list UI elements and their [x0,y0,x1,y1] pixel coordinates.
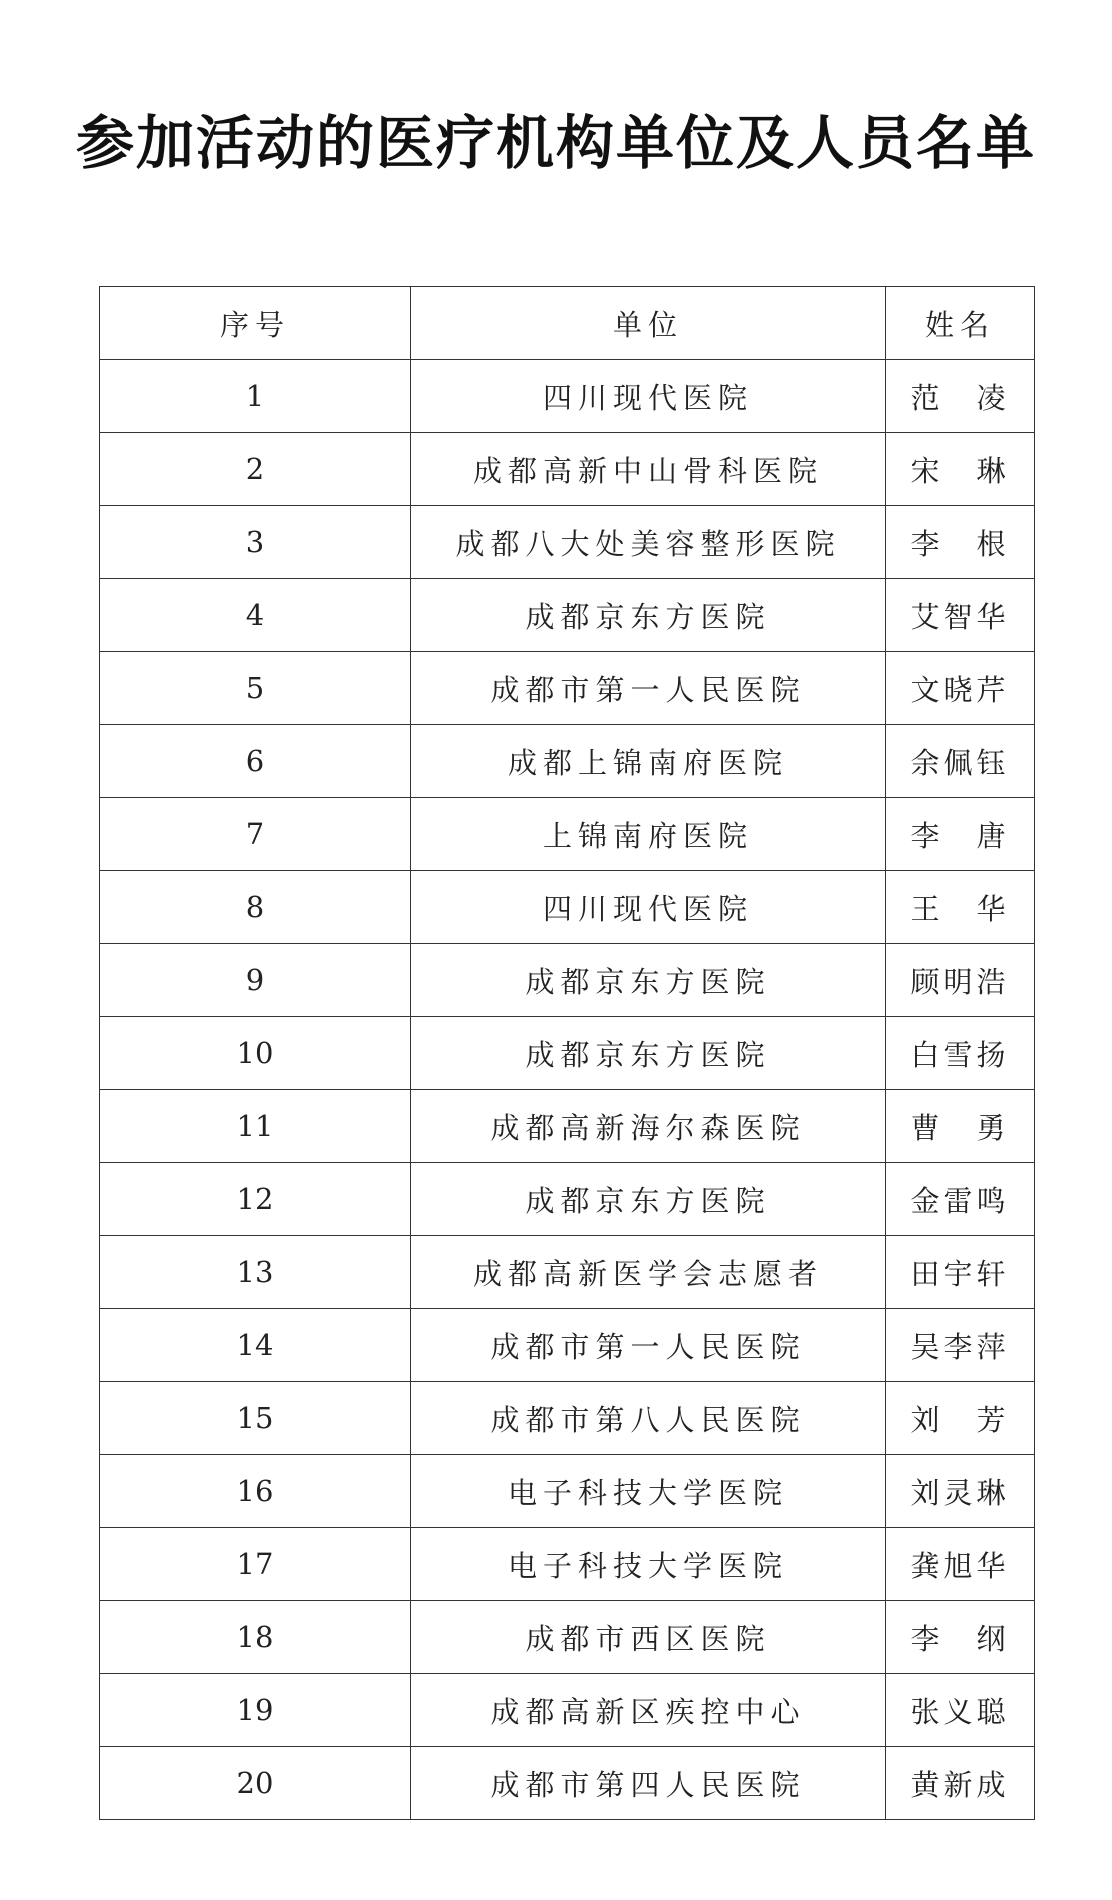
cell-name-text: 李 唐 [910,818,1010,853]
cell-name-text: 黄新成 [910,1767,1010,1802]
cell-unit-text: 上锦南府医院 [542,818,753,853]
cell-unit-text: 成都八大处美容整形医院 [455,526,841,561]
cell-name [886,1601,1035,1674]
table-row [100,652,1035,725]
cell-index [100,871,411,944]
cell-unit-text: 成都京东方医院 [525,1037,771,1072]
cell-unit [411,1309,886,1382]
cell-index [100,1017,411,1090]
cell-index [100,1309,411,1382]
cell-index [100,1163,411,1236]
cell-name-text: 范 凌 [910,380,1010,415]
cell-name-text: 曹 勇 [910,1110,1010,1145]
cell-name [886,798,1035,871]
cell-unit-text: 成都高新区疾控中心 [490,1694,806,1729]
cell-unit-text: 成都京东方医院 [525,599,771,634]
cell-name [886,871,1035,944]
cell-index [100,652,411,725]
cell-unit [411,1674,886,1747]
cell-name [886,360,1035,433]
cell-unit [411,1747,886,1820]
table-row [100,1674,1035,1747]
header-index [100,287,411,360]
table-row [100,944,1035,1017]
table-body [100,360,1035,1820]
cell-index [100,579,411,652]
table-row [100,1163,1035,1236]
cell-index-text: 16 [236,1474,274,1508]
cell-unit [411,579,886,652]
cell-name [886,1163,1035,1236]
cell-name [886,1747,1035,1820]
cell-name-text: 文晓芹 [910,672,1010,707]
cell-index-text: 12 [236,1182,274,1216]
cell-name [886,579,1035,652]
cell-index-text: 8 [245,890,265,924]
cell-unit-text: 成都市第四人民医院 [490,1767,806,1802]
cell-name-text: 刘 芳 [910,1402,1010,1437]
table-row [100,1090,1035,1163]
table-header-row [100,287,1035,360]
cell-index-text: 4 [245,598,265,632]
cell-unit-text: 成都京东方医院 [525,1183,771,1218]
cell-name-text: 王 华 [910,891,1010,926]
cell-unit [411,433,886,506]
cell-unit-text: 成都市西区医院 [525,1621,771,1656]
cell-index [100,1674,411,1747]
cell-index-text: 20 [236,1766,274,1800]
cell-unit-text: 成都高新海尔森医院 [490,1110,806,1145]
cell-index-text: 15 [236,1401,274,1435]
cell-unit [411,1090,886,1163]
cell-index-text: 1 [245,379,265,413]
table-row [100,1601,1035,1674]
header-unit [411,287,886,360]
header-unit-label: 单位 [612,307,683,342]
cell-name-text: 吴李萍 [910,1329,1010,1364]
table-row [100,360,1035,433]
cell-name-text: 余佩钰 [910,745,1010,780]
cell-name [886,1382,1035,1455]
table-row [100,1017,1035,1090]
cell-index [100,360,411,433]
cell-index-text: 7 [245,817,265,851]
cell-unit [411,1455,886,1528]
cell-name [886,1528,1035,1601]
cell-name-text: 顾明浩 [910,964,1010,999]
cell-index [100,798,411,871]
cell-index-text: 6 [245,744,265,778]
cell-index [100,506,411,579]
cell-unit-text: 电子科技大学医院 [507,1548,788,1583]
cell-name [886,944,1035,1017]
cell-index [100,725,411,798]
cell-index-text: 17 [236,1547,274,1581]
cell-index-text: 18 [236,1620,274,1654]
cell-unit [411,1601,886,1674]
table-row [100,798,1035,871]
table-row [100,506,1035,579]
cell-name [886,1090,1035,1163]
cell-index [100,1601,411,1674]
cell-unit [411,1017,886,1090]
cell-index-text: 9 [245,963,265,997]
cell-name [886,1236,1035,1309]
cell-unit-text: 成都上锦南府医院 [507,745,788,780]
cell-index-text: 14 [236,1328,274,1362]
cell-index [100,1236,411,1309]
cell-unit [411,1382,886,1455]
cell-unit [411,944,886,1017]
cell-name [886,1309,1035,1382]
page-title: 参加活动的医疗机构单位及人员名单 [75,109,1036,177]
cell-index [100,1455,411,1528]
table-row [100,1382,1035,1455]
cell-name [886,1674,1035,1747]
table-row [100,1747,1035,1820]
cell-index-text: 5 [245,671,265,705]
table-row [100,579,1035,652]
cell-unit [411,652,886,725]
roster-table [99,286,1035,1820]
cell-unit [411,1236,886,1309]
table-row [100,1309,1035,1382]
cell-name-text: 刘灵琳 [910,1475,1010,1510]
cell-index [100,433,411,506]
cell-index [100,1747,411,1820]
cell-unit-text: 电子科技大学医院 [507,1475,788,1510]
cell-name [886,652,1035,725]
cell-name-text: 李 纲 [910,1621,1010,1656]
cell-unit [411,1528,886,1601]
cell-index [100,1382,411,1455]
table-row [100,433,1035,506]
header-name-label: 姓名 [924,307,995,342]
cell-unit [411,360,886,433]
cell-index-text: 2 [245,452,265,486]
cell-name [886,1455,1035,1528]
cell-index [100,944,411,1017]
cell-unit-text: 四川现代医院 [542,891,753,926]
cell-name-text: 金雷鸣 [910,1183,1010,1218]
cell-unit [411,1163,886,1236]
cell-name [886,433,1035,506]
cell-unit [411,506,886,579]
table-row [100,1236,1035,1309]
cell-name [886,506,1035,579]
table-row [100,1455,1035,1528]
cell-unit [411,798,886,871]
cell-unit [411,871,886,944]
cell-index-text: 11 [236,1109,274,1143]
cell-name-text: 田宇轩 [910,1256,1010,1291]
cell-index-text: 13 [236,1255,274,1289]
cell-unit [411,725,886,798]
cell-name-text: 龚旭华 [910,1548,1010,1583]
cell-unit-text: 成都高新中山骨科医院 [472,453,823,488]
cell-unit-text: 成都市第一人民医院 [490,672,806,707]
cell-index [100,1528,411,1601]
cell-name [886,725,1035,798]
cell-unit-text: 四川现代医院 [542,380,753,415]
cell-name-text: 李 根 [910,526,1010,561]
cell-index-text: 10 [236,1036,274,1070]
cell-name-text: 张义聪 [910,1694,1010,1729]
cell-unit-text: 成都京东方医院 [525,964,771,999]
header-index-label: 序号 [219,307,290,342]
cell-name [886,1017,1035,1090]
cell-unit-text: 成都高新医学会志愿者 [472,1256,823,1291]
table-row [100,1528,1035,1601]
table-row [100,725,1035,798]
cell-unit-text: 成都市第一人民医院 [490,1329,806,1364]
cell-name-text: 宋 琳 [910,453,1010,488]
cell-index-text: 19 [236,1693,274,1727]
cell-unit-text: 成都市第八人民医院 [490,1402,806,1437]
cell-index-text: 3 [245,525,265,559]
header-name [886,287,1035,360]
table-row [100,871,1035,944]
cell-name-text: 白雪扬 [910,1037,1010,1072]
cell-index [100,1090,411,1163]
cell-name-text: 艾智华 [910,599,1010,634]
